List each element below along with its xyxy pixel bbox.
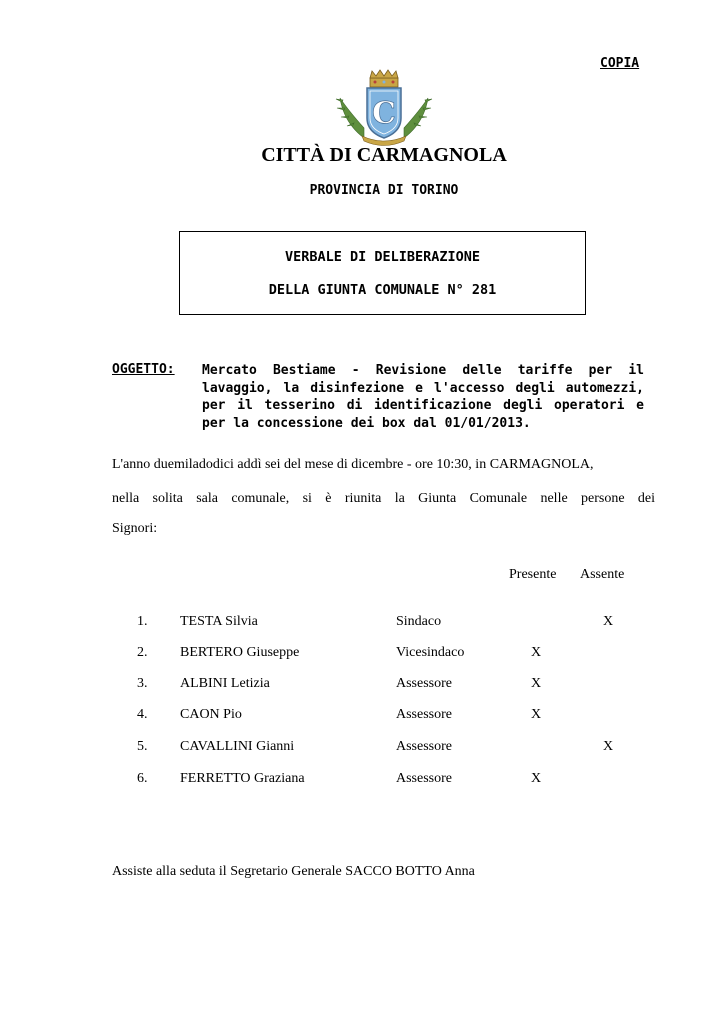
member-name: CAVALLINI Gianni [180, 739, 295, 754]
member-present-mark: X [531, 707, 542, 722]
subject-text: Mercato Bestiame - Revisione delle tariffe per il lavaggio, la disinfezione e l'accesso degli automezzi, per il tesserino di identificazione degli operatori e per la concessione dei box dal 01/01/2013. [202, 363, 644, 431]
member-role: Assessore [396, 676, 452, 691]
member-name: TESTA Silvia [180, 614, 258, 629]
deliberation-title-line2: DELLA GIUNTA COMUNALE N° 281 [268, 282, 497, 298]
member-name: ALBINI Letizia [180, 676, 270, 691]
city-title: CITTÀ DI CARMAGNOLA [261, 144, 507, 166]
crest-crown [370, 70, 398, 87]
intro-line-3: Signori: [112, 521, 158, 536]
secretary-line: Assiste alla seduta il Segretario Generale SACCO BOTTO Anna [112, 864, 475, 879]
present-column-header: Presente [509, 567, 557, 582]
left-palm-branch [336, 98, 364, 138]
right-palm-branch [404, 98, 432, 138]
member-present-mark: X [531, 676, 542, 691]
member-role: Assessore [396, 771, 452, 786]
member-name: FERRETTO Graziana [180, 771, 305, 786]
member-role: Vicesindaco [396, 645, 465, 660]
intro-line-2: nella solita sala comunale, si è riunita la Giunta Comunale nelle persone dei [112, 491, 655, 506]
absent-column-header: Assente [580, 567, 625, 582]
member-number: 2. [137, 645, 148, 660]
member-present-mark: X [531, 645, 542, 660]
member-role: Assessore [396, 707, 452, 722]
member-number: 3. [137, 676, 148, 691]
intro-line-1: L'anno duemiladodici addì sei del mese di dicembre - ore 10:30, in CARMAGNOLA, [112, 457, 594, 472]
member-number: 6. [137, 771, 148, 786]
province-subtitle: PROVINCIA DI TORINO [309, 183, 459, 198]
member-name: BERTERO Giuseppe [180, 645, 300, 660]
member-role: Assessore [396, 739, 452, 754]
member-present-mark: X [531, 771, 542, 786]
member-role: Sindaco [396, 614, 442, 629]
deliberation-title-box [179, 231, 586, 315]
deliberation-title-line1: VERBALE DI DELIBERAZIONE [284, 249, 481, 265]
member-number: 1. [137, 614, 148, 629]
member-absent-mark: X [603, 739, 614, 754]
member-absent-mark: X [603, 614, 614, 629]
member-number: 4. [137, 707, 148, 722]
member-name: CAON Pio [180, 707, 242, 722]
subject-label: OGGETTO: [112, 362, 175, 377]
city-crest-logo [334, 68, 434, 146]
copy-label: COPIA [600, 56, 640, 71]
member-number: 5. [137, 739, 148, 754]
crest-letter: C [372, 96, 396, 131]
